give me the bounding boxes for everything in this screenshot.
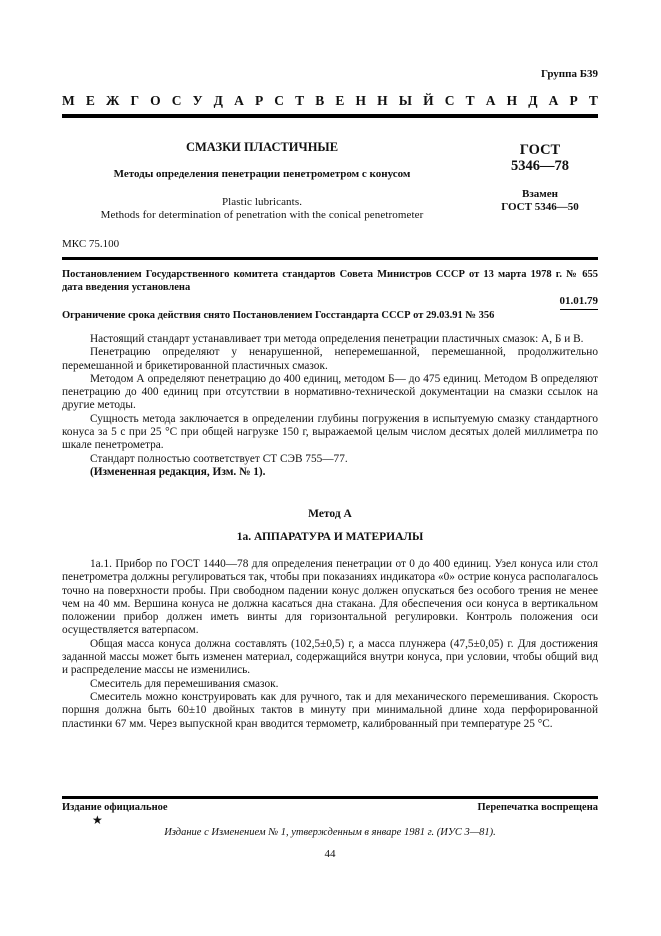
heading-letter: Т: [295, 93, 305, 108]
heading-letter: С: [274, 93, 285, 108]
heading-letter: С: [171, 93, 182, 108]
star-icon: ★: [92, 813, 103, 827]
document-subtitle: Методы определения пенетрации пенетрометром с конусом: [113, 168, 411, 180]
replaces-block: [490, 188, 590, 214]
heading-letter: Ж: [105, 93, 120, 108]
heading-letter: Т: [588, 93, 598, 108]
heading-letter: Н: [355, 93, 367, 108]
heading-letter: О: [150, 93, 161, 108]
section-paragraph: Смеситель можно конструировать как для ручного, так и для механического перемешивания. Скорость поршня должна быть 60±10 двойных тактов в минуту при минимальной длине хода перфорированной пластинки 67 мм. Через выпускной кран вводится термометр, калиброванный при температуре 25 °С.: [62, 690, 598, 730]
heading-letter: А: [485, 93, 496, 108]
section-heading: 1а. АППАРАТУРА И МАТЕРИАЛЫ: [236, 531, 424, 543]
heading-letter: М: [62, 93, 75, 108]
heading-letter: Р: [254, 93, 264, 108]
heading-letter: А: [234, 93, 244, 108]
gost-number: 5346—78: [511, 158, 569, 174]
heading-letter: Д: [213, 93, 223, 108]
amendment-note: (Измененная редакция, Изм. № 1).: [90, 465, 266, 478]
document-title: СМАЗКИ ПЛАСТИЧНЫЕ: [185, 140, 339, 154]
heading-letter: Е: [335, 93, 345, 108]
method-heading: Метод А: [308, 508, 352, 520]
intro-paragraph: Сущность метода заключается в определении глубины погружения в испытуемую смазку стандартного конуса за 5 с при 25 °С при общей нагрузке 150 г, выражаемой целым числом десятых долей миллиметра по шкале пенетрометра.: [62, 412, 598, 452]
page-number: 44: [324, 848, 336, 860]
intro-paragraph: Методом А определяют пенетрацию до 400 единиц, методом Б— до 475 единиц. Методом В определяют пенетрацию до 400 единиц при отсутствии в нормативно-технической документации на смазки ссылок на другие методы.: [62, 372, 598, 412]
replaces-label: Взамен: [522, 188, 558, 200]
title-block: [62, 140, 462, 222]
english-title-line2: Methods for determination of penetration with the conical penetrometer: [100, 209, 424, 221]
intro-paragraph: Настоящий стандарт устанавливает три метода определения пенетрации пластичных смазок: А, Б и В.: [90, 333, 584, 345]
heading-letter: Т: [465, 93, 475, 108]
heading-letter: Г: [130, 93, 140, 108]
reprint-prohibited-label: Перепечатка воспрещена: [477, 802, 598, 813]
footer-rule: [62, 796, 598, 799]
mks-code: МКС 75.100: [62, 238, 120, 250]
english-title-line1: Plastic lubricants.: [221, 196, 303, 208]
intro-paragraph: Пенетрацию определяют у ненарушенной, неперемешанной, перемешанной, продолжительно перемешанной и брикетированной пластичных смазок.: [62, 346, 598, 372]
top-rule: [62, 114, 598, 118]
gost-designation: [490, 142, 590, 214]
heading-letter: Н: [377, 93, 388, 108]
gost-label: ГОСТ: [519, 142, 561, 158]
interstate-standard-heading: [62, 93, 598, 109]
section-paragraph: Смеситель для перемешивания смазок.: [90, 677, 279, 690]
introduction-date: 01.01.79: [560, 295, 599, 310]
heading-letter: Ы: [398, 93, 413, 108]
replaces-number: ГОСТ 5346—50: [501, 201, 579, 213]
mks-rule: [62, 257, 598, 260]
edition-note: Издание с Изменением № 1, утвержденным в январе 1981 г. (ИУС 3—81).: [164, 827, 496, 838]
apparatus-section: [62, 558, 598, 731]
official-edition-label: Издание официальное: [62, 802, 168, 813]
limitation-removed: Ограничение срока действия снято Постановлением Госстандарта СССР от 29.03.91 № 356: [62, 310, 495, 321]
heading-letter: Р: [569, 93, 578, 108]
english-title: [62, 196, 462, 222]
group-label: Группа Б39: [541, 68, 598, 80]
intro-section: [62, 333, 598, 479]
section-paragraph: 1а.1. Прибор по ГОСТ 1440—78 для определения пенетрации от 0 до 400 единиц. Узел конуса или стол пенетрометра должны регулироваться так, чтобы при показаниях индикатора «0» острие конуса располагалось точно на поверхности пробы. При свободном падении конус должен опускаться без особого трения не менее чем на 40 мм. Вершина конуса не должна касаться дна стакана. Для обеспечения оси конуса в вертикальном положении прибор должен иметь винты для горизонтальной регулировки. Контроль положения оси осуществляется ватерпасом.: [62, 558, 598, 637]
heading-letter: Д: [528, 93, 538, 108]
intro-paragraph: Стандарт полностью соответствует СТ СЭВ 755—77.: [90, 452, 348, 465]
section-paragraph: Общая масса конуса должна составлять (102,5±0,5) г, а масса плунжера (47,5±0,05) г. Для достижения заданной массы может быть изменен материал, содержащийся внутри конуса, при условии, чтобы общий вид и распределение массы не изменились.: [62, 637, 598, 677]
heading-letter: В: [315, 93, 325, 108]
heading-letter: Й: [423, 93, 434, 108]
heading-letter: Е: [85, 93, 95, 108]
heading-letter: С: [444, 93, 455, 108]
heading-letter: У: [192, 93, 203, 108]
heading-letter: А: [548, 93, 559, 108]
decree-text: Постановлением Государственного комитета стандартов Совета Министров СССР от 13 марта 1978 г. № 655 дата введения установлена: [62, 269, 598, 293]
heading-letter: Н: [506, 93, 518, 108]
